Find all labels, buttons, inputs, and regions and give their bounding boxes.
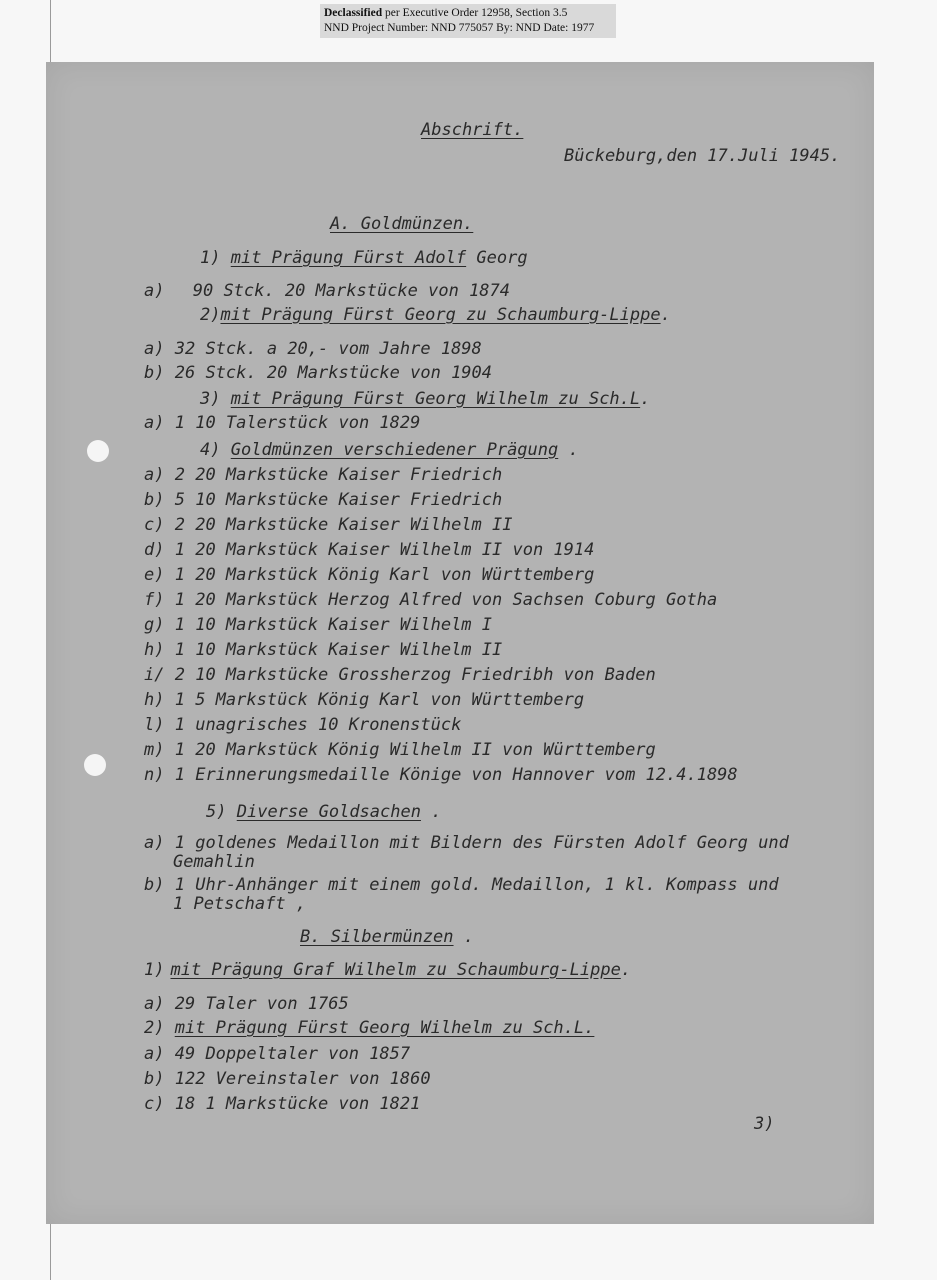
item-text: 26 Stck. 20 Markstücke von 1904 — [174, 363, 493, 383]
item-label: m) — [144, 740, 165, 760]
punch-hole — [87, 440, 109, 462]
section-b-heading-text: B. Silbermünzen — [300, 927, 454, 947]
list-item — [144, 363, 492, 383]
declassification-stamp — [320, 4, 616, 38]
list-item — [144, 281, 510, 301]
list-item — [144, 413, 420, 433]
list-item — [144, 740, 656, 760]
item-label: b) — [144, 875, 165, 895]
subheading-num: 3) — [200, 389, 221, 409]
subheading — [200, 440, 579, 460]
subheading-tail: . — [420, 802, 442, 822]
subheading-text: mit Prägung Graf Wilhelm zu Schaumburg-Lippe — [170, 960, 621, 980]
item-text: 29 Taler von 1765 — [174, 994, 349, 1014]
item-label: h) — [144, 640, 165, 660]
subheading — [200, 389, 650, 409]
item-label: l) — [144, 715, 165, 735]
list-item — [144, 665, 656, 685]
subheading-text: mit Prägung Fürst Georg Wilhelm zu Sch.L. — [174, 1018, 595, 1038]
item-label: b) — [144, 363, 165, 383]
subheading-num: 2) — [144, 1018, 165, 1038]
stamp-line1: per Executive Order 12958, Section 3.5 — [382, 7, 568, 19]
item-label: g) — [144, 615, 165, 635]
place-date: Bückeburg,den 17.Juli 1945. — [564, 146, 841, 166]
subheading-text: Diverse Goldsachen — [236, 802, 421, 822]
list-item — [144, 715, 461, 735]
item-text: 1 20 Markstück Kaiser Wilhelm II von 1914 — [174, 540, 595, 560]
item-text-cont: Gemahlin — [173, 852, 255, 872]
list-item — [144, 590, 717, 610]
section-b-heading — [300, 927, 474, 947]
item-label: b) — [144, 1069, 165, 1089]
subheading-text: mit Prägung Fürst Georg Wilhelm zu Sch.L — [230, 389, 641, 409]
item-label: a) — [144, 465, 165, 485]
item-label: n) — [144, 765, 165, 785]
subheading-text: mit Prägung Fürst Adolf — [230, 248, 467, 268]
section-a-heading: A. Goldmünzen. — [330, 214, 474, 234]
item-label: a) — [144, 339, 165, 359]
item-label: e) — [144, 565, 165, 585]
punch-hole — [84, 754, 106, 776]
section-b-heading-tail: . — [453, 927, 475, 947]
list-item — [144, 1094, 420, 1114]
item-text: 1 unagrisches 10 Kronenstück — [174, 715, 462, 735]
item-label: a) — [144, 833, 165, 853]
item-text-cont: 1 Petschaft , — [173, 894, 307, 914]
subheading-num: 1) — [144, 960, 165, 980]
list-item — [144, 615, 492, 635]
list-item — [144, 515, 513, 535]
item-label: a) — [144, 413, 165, 433]
item-text: 49 Doppeltaler von 1857 — [174, 1044, 411, 1064]
item-label: f) — [144, 590, 165, 610]
subheading-text: mit Prägung Fürst Georg zu Schaumburg-Lippe — [220, 305, 661, 325]
list-item — [144, 490, 502, 510]
subheading-tail: . — [558, 440, 579, 460]
subheading-tail: Georg — [476, 248, 528, 268]
subheading-num: 1) — [200, 248, 221, 268]
subheading-tail: . — [660, 305, 671, 325]
subheading-tail: . — [620, 960, 632, 980]
item-label: d) — [144, 540, 165, 560]
item-text: 1 10 Markstück Kaiser Wilhelm I — [174, 615, 493, 635]
item-label: i/ — [144, 665, 165, 685]
item-text: 1 10 Talerstück von 1829 — [174, 413, 421, 433]
subheading — [206, 802, 441, 822]
item-label: a) — [144, 1044, 165, 1064]
subheading-num: 5) — [206, 802, 227, 822]
subheading — [144, 1018, 594, 1038]
item-label: a) — [144, 994, 165, 1014]
subheading — [200, 248, 528, 268]
subheading — [200, 305, 671, 325]
item-text: 1 20 Markstück König Wilhelm II von Württemberg — [174, 740, 656, 760]
subheading-num: 2) — [200, 305, 221, 325]
document-title: Abschrift. — [421, 120, 524, 140]
item-text: 2 10 Markstücke Grossherzog Friedribh von Baden — [174, 665, 656, 685]
subheading — [144, 960, 631, 980]
item-label: a) — [144, 281, 165, 301]
list-item — [144, 1069, 431, 1089]
item-label: h) — [144, 690, 165, 710]
subheading-num: 4) — [200, 440, 221, 460]
list-item — [144, 834, 789, 872]
list-item — [144, 994, 349, 1014]
item-text: 1 20 Markstück Herzog Alfred von Sachsen Coburg Gotha — [174, 590, 718, 610]
stamp-line2: NND Project Number: NND 775057 By: NND Date: 1977 — [324, 22, 595, 34]
item-text: 2 20 Markstücke Kaiser Friedrich — [174, 465, 503, 485]
stamp-bold: Declassified — [324, 7, 383, 19]
item-label: c) — [144, 515, 165, 535]
list-item — [144, 1044, 410, 1064]
list-item — [144, 765, 738, 785]
item-text: 1 Erinnerungsmedaille Könige von Hannover vom 12.4.1898 — [174, 765, 738, 785]
page-marker: 3) — [754, 1114, 775, 1134]
item-text: 1 5 Markstück König Karl von Württemberg — [174, 690, 585, 710]
list-item — [144, 465, 502, 485]
subheading-text: Goldmünzen verschiedener Prägung — [230, 440, 559, 460]
item-text: 122 Vereinstaler von 1860 — [174, 1069, 431, 1089]
list-item — [144, 339, 482, 359]
item-label: c) — [144, 1094, 165, 1114]
list-item — [144, 540, 594, 560]
list-item — [144, 640, 502, 660]
list-item — [144, 690, 584, 710]
item-text: 5 10 Markstücke Kaiser Friedrich — [174, 490, 503, 510]
item-text: 2 20 Markstücke Kaiser Wilhelm II — [174, 515, 513, 535]
item-text: 18 1 Markstücke von 1821 — [174, 1094, 421, 1114]
list-item — [144, 565, 594, 585]
item-label: b) — [144, 490, 165, 510]
item-text: 1 10 Markstück Kaiser Wilhelm II — [174, 640, 503, 660]
item-text: 1 20 Markstück König Karl von Württemberg — [174, 565, 595, 585]
item-text: 32 Stck. a 20,- vom Jahre 1898 — [174, 339, 482, 359]
list-item — [144, 876, 779, 914]
item-text: 1 goldenes Medaillon mit Bildern des Fürsten Adolf Georg und — [174, 833, 789, 853]
document-page — [46, 62, 874, 1224]
item-text: 90 Stck. 20 Markstücke von 1874 — [192, 281, 511, 301]
item-text: 1 Uhr-Anhänger mit einem gold. Medaillon, 1 kl. Kompass und — [174, 875, 779, 895]
subheading-tail: . — [640, 389, 651, 409]
